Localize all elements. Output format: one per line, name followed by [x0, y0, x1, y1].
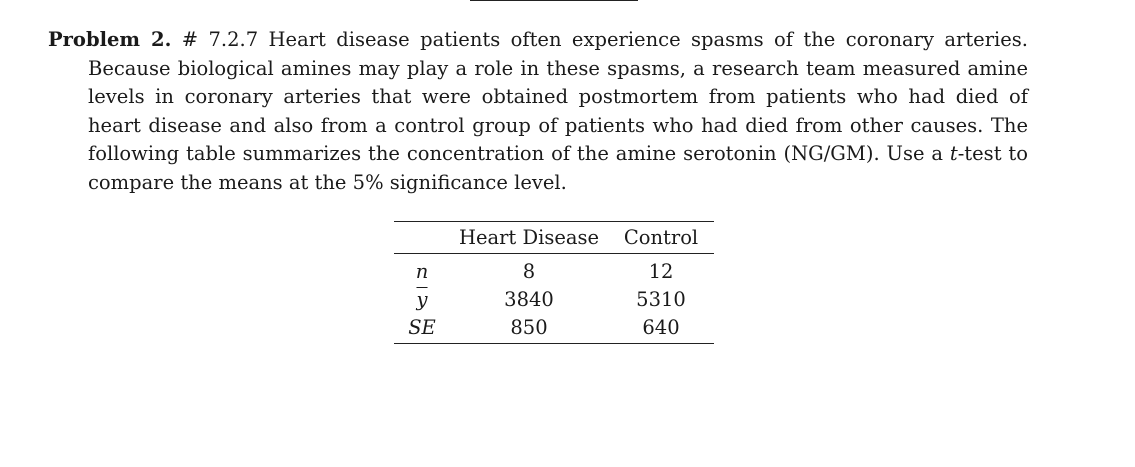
table-row [394, 285, 714, 313]
t-symbol: t [949, 142, 958, 166]
header-rule [470, 0, 638, 1]
header-control: Control [623, 226, 699, 249]
table-row [394, 313, 714, 344]
problem-reference: # 7.2.7 [181, 28, 259, 51]
header-heart-disease: Heart Disease [458, 226, 600, 249]
row-label-se: SE [408, 315, 436, 339]
problem-label: Problem 2. [48, 28, 172, 51]
problem-statement [48, 26, 1028, 198]
cell-control-n: 12 [648, 259, 674, 283]
cell-heart-disease-n: 8 [522, 259, 536, 283]
cell-heart-disease-mean: 3840 [504, 287, 554, 311]
problem-paragraph [48, 26, 1028, 198]
ybar-symbol: $\overline{y}$ [416, 287, 428, 311]
summary-table [394, 221, 714, 344]
header-blank [394, 222, 450, 254]
cell-control-se: 640 [642, 315, 680, 339]
row-label-ybar [394, 285, 450, 313]
row-label-n: n [415, 259, 429, 283]
cell-heart-disease-se: 850 [510, 315, 548, 339]
problem-text-part1: Heart disease patients often experience spasms of the coronary arteries. Because biological amines may play a role in these spasms, a research team measured amine levels in coronary arteries that were obtained postmortem from patients who had died of heart disease and also from a control group of patients who had died from other causes. The following table summarizes the concentration of the amine serotonin (NG/GM). Use a [88, 28, 1028, 166]
cell-control-mean: 5310 [636, 287, 686, 311]
table-header-row [394, 222, 714, 254]
problem-text-part2: -test to compare the means at the 5% significance level. [88, 142, 1028, 194]
table-row [394, 254, 714, 286]
